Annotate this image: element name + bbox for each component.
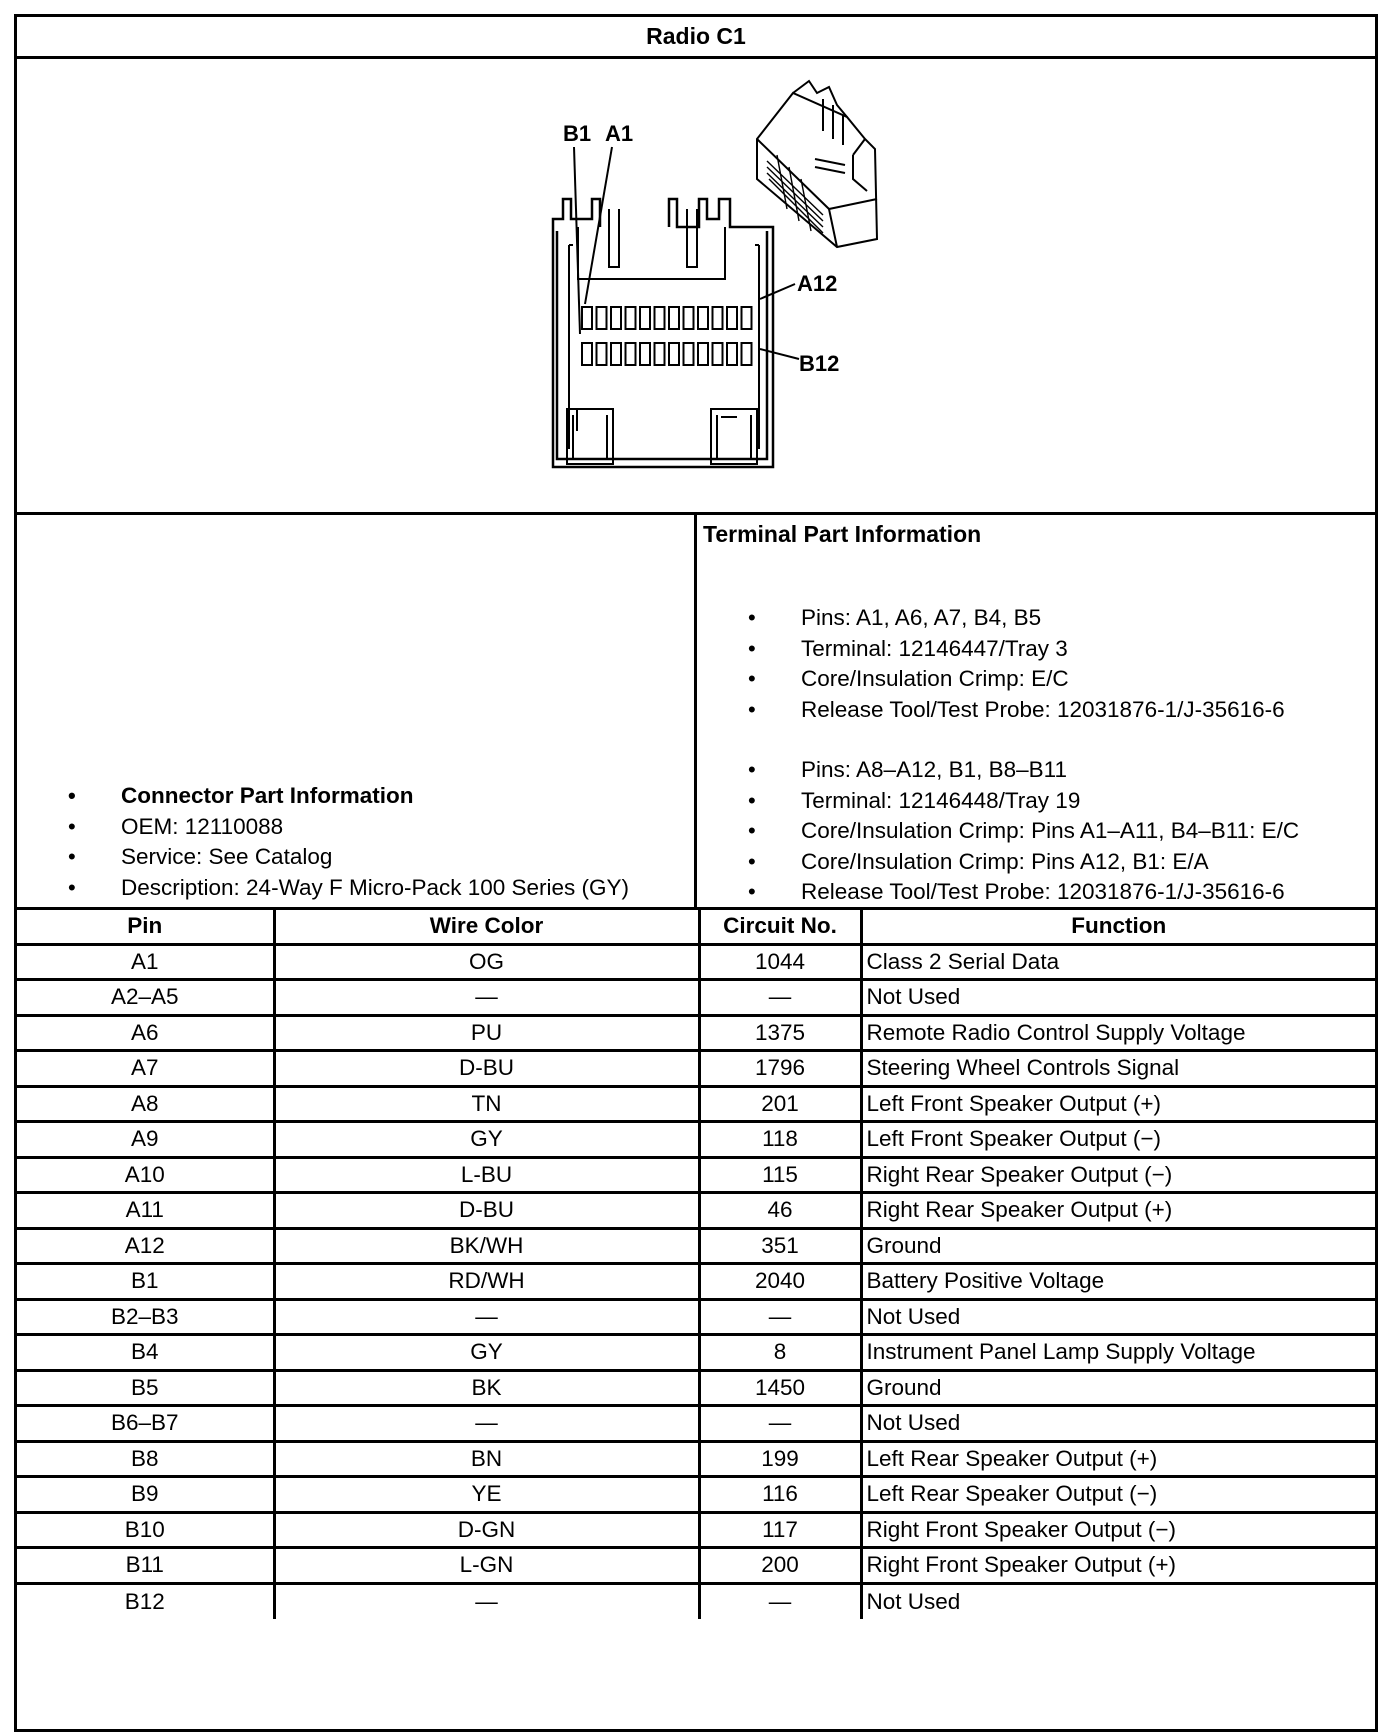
table-row [17, 1441, 1375, 1477]
label-b1: B1 [563, 121, 592, 146]
circuit-no-cell: 8 [699, 1335, 861, 1371]
table-row [17, 1228, 1375, 1264]
header-circuit-no: Circuit No. [699, 909, 861, 945]
function-cell: Right Front Speaker Output (+) [861, 1548, 1375, 1584]
circuit-no-cell: 46 [699, 1193, 861, 1229]
terminal-info-item: • Pins: A1, A6, A7, B4, B5 [697, 603, 1285, 634]
circuit-no-cell: — [699, 1299, 861, 1335]
pin-cell: A7 [17, 1051, 274, 1087]
wire-color-cell: PU [274, 1015, 699, 1051]
table-row [17, 1370, 1375, 1406]
table-row [17, 1512, 1375, 1548]
table-row [17, 1548, 1375, 1584]
pin-cavity [597, 343, 607, 365]
function-cell: Left Rear Speaker Output (+) [861, 1441, 1375, 1477]
wire-color-cell: BK/WH [274, 1228, 699, 1264]
table-row [17, 1122, 1375, 1158]
connector-3d-view [757, 81, 877, 247]
pin-cell: A10 [17, 1157, 274, 1193]
wire-color-cell: L-BU [274, 1157, 699, 1193]
connector-drawing [17, 59, 1375, 512]
wire-color-cell: D-BU [274, 1051, 699, 1087]
terminal-info-item: • Terminal: 12146447/Tray 3 [697, 634, 1285, 665]
terminal-info-item: • Pins: A8–A12, B1, B8–B11 [697, 755, 1299, 786]
pin-cell: A11 [17, 1193, 274, 1229]
connector-diagram [17, 59, 1375, 515]
pin-cell: B10 [17, 1512, 274, 1548]
circuit-no-cell: 199 [699, 1441, 861, 1477]
pin-cavity [640, 307, 650, 329]
pin-cavity [727, 343, 737, 365]
pin-cavity [626, 307, 636, 329]
label-a12: A12 [797, 271, 838, 296]
pin-cavity [684, 343, 694, 365]
table-header-row [17, 909, 1375, 945]
header-pin: Pin [17, 909, 274, 945]
label-b12: B12 [799, 351, 840, 376]
pin-cavity [655, 343, 665, 365]
function-cell: Not Used [861, 980, 1375, 1016]
function-cell: Left Rear Speaker Output (−) [861, 1477, 1375, 1513]
pin-cell: B8 [17, 1441, 274, 1477]
pin-cavity [597, 307, 607, 329]
wire-color-cell: TN [274, 1086, 699, 1122]
connector-info-item: • Description: 24-Way F Micro-Pack 100 Series (GY) [17, 873, 629, 904]
pin-cavity [640, 343, 650, 365]
function-cell: Instrument Panel Lamp Supply Voltage [861, 1335, 1375, 1371]
wire-color-cell: GY [274, 1122, 699, 1158]
pin-cell: B11 [17, 1548, 274, 1584]
function-cell: Battery Positive Voltage [861, 1264, 1375, 1300]
function-cell: Ground [861, 1370, 1375, 1406]
connector-sheet [14, 14, 1378, 1732]
circuit-no-cell: 2040 [699, 1264, 861, 1300]
circuit-no-cell: 200 [699, 1548, 861, 1584]
pin-cavity [626, 343, 636, 365]
pinout-table [17, 907, 1375, 1619]
pin-cavity [698, 307, 708, 329]
circuit-no-cell: — [699, 1583, 861, 1619]
table-row [17, 1583, 1375, 1619]
circuit-no-cell: 1450 [699, 1370, 861, 1406]
circuit-no-cell: 351 [699, 1228, 861, 1264]
pin-cell: B1 [17, 1264, 274, 1300]
pin-cavity [727, 307, 737, 329]
wire-color-cell: L-GN [274, 1548, 699, 1584]
function-cell: Ground [861, 1228, 1375, 1264]
connector-info-list [17, 781, 629, 903]
wire-color-cell: BK [274, 1370, 699, 1406]
wire-color-cell: D-GN [274, 1512, 699, 1548]
table-row [17, 1477, 1375, 1513]
pin-cavity [698, 343, 708, 365]
function-cell: Class 2 Serial Data [861, 944, 1375, 980]
pin-cavity [742, 307, 752, 329]
function-cell: Right Rear Speaker Output (+) [861, 1193, 1375, 1229]
function-cell: Not Used [861, 1406, 1375, 1442]
function-cell: Right Rear Speaker Output (−) [861, 1157, 1375, 1193]
wire-color-cell: RD/WH [274, 1264, 699, 1300]
circuit-no-cell: 116 [699, 1477, 861, 1513]
function-cell: Not Used [861, 1583, 1375, 1619]
pin-cavity [582, 307, 592, 329]
pin-cell: B4 [17, 1335, 274, 1371]
pin-cell: A1 [17, 944, 274, 980]
terminal-info-item: • Core/Insulation Crimp: E/C [697, 664, 1285, 695]
table-row [17, 1335, 1375, 1371]
terminal-info-item: • Core/Insulation Crimp: Pins A12, B1: E/A [697, 847, 1299, 878]
function-cell: Remote Radio Control Supply Voltage [861, 1015, 1375, 1051]
wire-color-cell: OG [274, 944, 699, 980]
terminal-part-info [697, 515, 1375, 907]
function-cell: Left Front Speaker Output (−) [861, 1122, 1375, 1158]
pin-cell: B12 [17, 1583, 274, 1619]
terminal-info-group-1 [697, 603, 1285, 725]
pin-cavity [669, 307, 679, 329]
connector-info-item: • Service: See Catalog [17, 842, 629, 873]
a1-leader-line [585, 147, 612, 304]
circuit-no-cell: 201 [699, 1086, 861, 1122]
table-row [17, 1193, 1375, 1229]
wire-color-cell: BN [274, 1441, 699, 1477]
table-row [17, 1299, 1375, 1335]
terminal-info-item: • Release Tool/Test Probe: 12031876-1/J-35616-6 [697, 877, 1299, 908]
circuit-no-cell: 1375 [699, 1015, 861, 1051]
pin-cavity [713, 343, 723, 365]
pin-cavity [742, 343, 752, 365]
pin-cell: A2–A5 [17, 980, 274, 1016]
a12-leader-line [760, 284, 795, 299]
header-function: Function [861, 909, 1375, 945]
pin-cell: B2–B3 [17, 1299, 274, 1335]
pin-cavity [582, 343, 592, 365]
circuit-no-cell: 115 [699, 1157, 861, 1193]
circuit-no-cell: 118 [699, 1122, 861, 1158]
circuit-no-cell: 1044 [699, 944, 861, 980]
table-row [17, 944, 1375, 980]
terminal-info-item: • Release Tool/Test Probe: 12031876-1/J-35616-6 [697, 695, 1285, 726]
table-row [17, 1264, 1375, 1300]
connector-part-info [17, 515, 697, 907]
table-row [17, 1157, 1375, 1193]
pin-cavity [713, 307, 723, 329]
pin-cavity [655, 307, 665, 329]
pin-cell: A9 [17, 1122, 274, 1158]
wire-color-cell: — [274, 1583, 699, 1619]
pin-cell: A6 [17, 1015, 274, 1051]
wire-color-cell: YE [274, 1477, 699, 1513]
table-row [17, 1086, 1375, 1122]
pin-cavity [684, 307, 694, 329]
b1-leader-line [574, 147, 580, 334]
header-wire-color: Wire Color [274, 909, 699, 945]
function-cell: Steering Wheel Controls Signal [861, 1051, 1375, 1087]
wire-color-cell: — [274, 980, 699, 1016]
pin-cell: B9 [17, 1477, 274, 1513]
table-row [17, 1015, 1375, 1051]
wire-color-cell: — [274, 1406, 699, 1442]
circuit-no-cell: — [699, 980, 861, 1016]
circuit-no-cell: — [699, 1406, 861, 1442]
terminal-info-group-2 [697, 755, 1299, 908]
terminal-info-title: Terminal Part Information [703, 521, 982, 547]
pin-cell: A8 [17, 1086, 274, 1122]
terminal-info-item: • Terminal: 12146448/Tray 19 [697, 786, 1299, 817]
pin-cell: A12 [17, 1228, 274, 1264]
label-a1: A1 [605, 121, 634, 146]
table-row [17, 1051, 1375, 1087]
table-row [17, 1406, 1375, 1442]
pin-cavity [611, 343, 621, 365]
wire-color-cell: — [274, 1299, 699, 1335]
page-title: Radio C1 [17, 17, 1375, 59]
function-cell: Left Front Speaker Output (+) [861, 1086, 1375, 1122]
function-cell: Not Used [861, 1299, 1375, 1335]
table-row [17, 980, 1375, 1016]
terminal-info-item: • Core/Insulation Crimp: Pins A1–A11, B4–B11: E/C [697, 816, 1299, 847]
pin-cavity [611, 307, 621, 329]
part-information [17, 515, 1375, 907]
connector-info-item: • Connector Part Information [17, 781, 629, 812]
pin-cavity [669, 343, 679, 365]
pin-cell: B6–B7 [17, 1406, 274, 1442]
wire-color-cell: GY [274, 1335, 699, 1371]
function-cell: Right Front Speaker Output (−) [861, 1512, 1375, 1548]
wire-color-cell: D-BU [274, 1193, 699, 1229]
pin-cell: B5 [17, 1370, 274, 1406]
circuit-no-cell: 1796 [699, 1051, 861, 1087]
circuit-no-cell: 117 [699, 1512, 861, 1548]
connector-info-item: • OEM: 12110088 [17, 812, 629, 843]
